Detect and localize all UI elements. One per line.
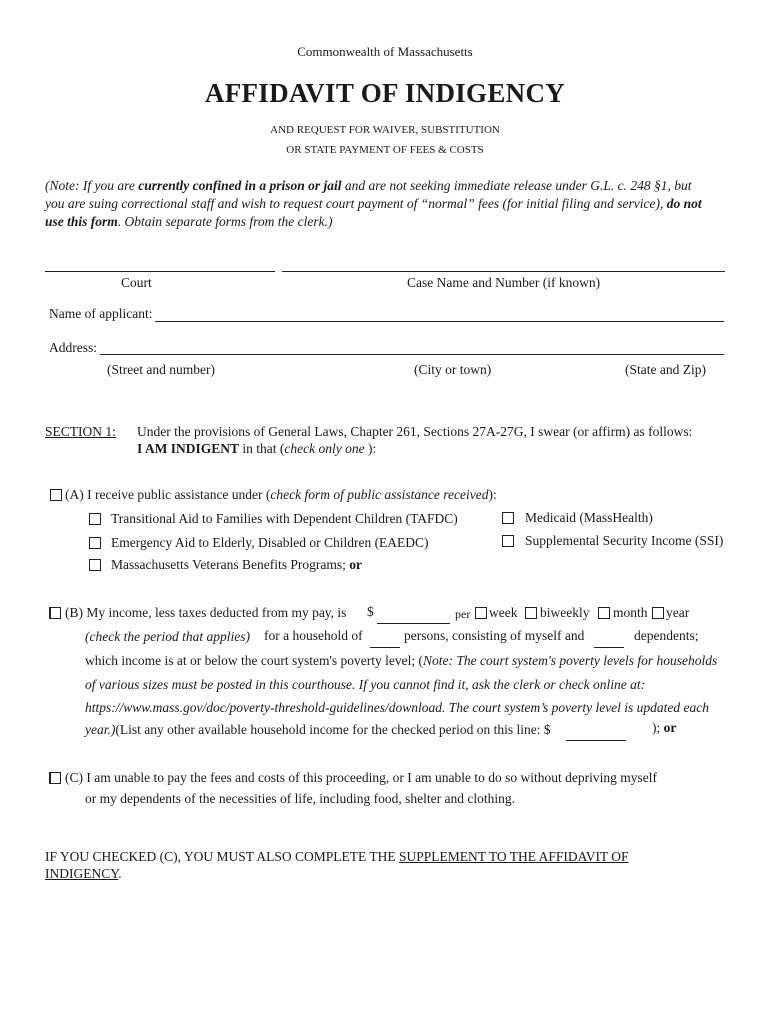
veterans-checkbox[interactable] (89, 559, 101, 571)
household-size-field[interactable] (370, 647, 400, 648)
note-text: . Obtain separate forms from the clerk.) (117, 214, 333, 229)
poverty-note: Note: The court system's poverty levels for households (422, 653, 718, 668)
note-emphasis: use this form (45, 214, 118, 229)
poverty-url-line: https://www.mass.gov/doc/poverty-threshold-guidelines/download. The court system’s poverty level is updated each (85, 700, 710, 715)
eaedc-label: Emergency Aid to Elderly, Disabled or Children (EAEDC) (111, 535, 429, 550)
other-income-end (652, 720, 676, 736)
note-text: and are not seeking immediate release under G.L. c. 248 §1, but (341, 178, 692, 193)
page-title: AFFIDAVIT OF INDIGENCY (204, 78, 566, 108)
poverty-line-text (85, 653, 717, 669)
indigent-text: in that ( (239, 441, 285, 456)
supplement-end: . (118, 866, 122, 881)
month-checkbox[interactable] (598, 607, 610, 619)
indigent-statement (137, 441, 376, 457)
option-b-or: or (663, 720, 677, 735)
medicaid-label: Medicaid (MassHealth) (525, 510, 653, 525)
indigent-italic: check only one (284, 441, 365, 456)
address-field[interactable] (100, 354, 724, 355)
section-1-text: Under the provisions of General Laws, Chapter 261, Sections 27A-27G, I swear (or affirm) as follows: (137, 424, 693, 439)
note-emphasis: currently confined in a prison or jail (138, 178, 342, 193)
option-c-line-2: or my dependents of the necessities of life, including food, shelter and clothing. (85, 791, 516, 806)
option-c-checkbox[interactable] (49, 772, 61, 784)
commonwealth-heading: Commonwealth of Massachusetts (297, 44, 473, 59)
option-a-checkbox[interactable] (50, 489, 62, 501)
eaedc-checkbox[interactable] (89, 537, 101, 549)
year-checkbox[interactable] (652, 607, 664, 619)
dependents-label: dependents; (634, 628, 699, 643)
indigent-bold: I AM INDIGENT (137, 441, 240, 456)
note-emphasis: do not (666, 196, 702, 211)
other-income-text: (List any other available household income for the checked period on this line: $ (115, 722, 551, 737)
month-label: month (613, 605, 648, 620)
case-name-field[interactable] (282, 271, 725, 272)
week-checkbox[interactable] (475, 607, 487, 619)
note-block (45, 177, 702, 231)
city-label: (City or town) (414, 362, 492, 377)
other-income-field[interactable] (566, 740, 626, 741)
address-label: Address: (49, 340, 97, 355)
option-a-text: (A) I receive public assistance under ( (65, 487, 271, 502)
household-label: for a household of (264, 628, 363, 643)
biweekly-checkbox[interactable] (525, 607, 537, 619)
note-text: (Note: If you are (45, 178, 139, 193)
veterans-label (111, 557, 362, 573)
option-b-lead: (B) My income, less taxes deducted from my pay, is (65, 605, 347, 620)
supplement-text: IF YOU CHECKED (C), YOU MUST ALSO COMPLETE THE (45, 849, 400, 864)
check-period-label: (check the period that applies) (85, 629, 250, 644)
income-amount-field[interactable] (377, 623, 450, 624)
other-income-italic: year.) (85, 722, 116, 737)
name-field[interactable] (155, 321, 724, 322)
name-label: Name of applicant: (49, 306, 153, 321)
per-label: per (455, 607, 471, 621)
ssi-checkbox[interactable] (502, 535, 514, 547)
option-c-line-1: (C) I am unable to pay the fees and costs of this proceeding, or I am unable to do so without depriving myself (65, 770, 657, 785)
option-a-italic: check form of public assistance received (270, 487, 489, 502)
tafdc-checkbox[interactable] (89, 513, 101, 525)
veterans-text: Massachusetts Veterans Benefits Programs; (111, 557, 350, 572)
court-label: Court (121, 275, 152, 290)
biweekly-label: biweekly (540, 605, 590, 620)
poverty-note-line-2: of various sizes must be posted in this courthouse. If you cannot find it, ask the clerk or check online at: (85, 677, 646, 692)
other-income-line (85, 722, 551, 738)
option-b-checkbox[interactable] (49, 607, 61, 619)
dollar-sign: $ (367, 604, 374, 619)
medicaid-checkbox[interactable] (502, 512, 514, 524)
tafdc-label: Transitional Aid to Families with Dependent Children (TAFDC) (111, 511, 458, 526)
supplement-link[interactable]: SUPPLEMENT TO THE AFFIDAVIT OF (399, 849, 629, 864)
poverty-text: which income is at or below the court system's poverty level; ( (85, 653, 423, 668)
week-label: week (489, 605, 518, 620)
supplement-instruction-line-2 (45, 866, 122, 882)
street-label: (Street and number) (107, 362, 215, 377)
subtitle-line-2: OR STATE PAYMENT OF FEES & COSTS (286, 144, 484, 156)
indigent-end: ): (364, 441, 377, 456)
subtitle-line-1: AND REQUEST FOR WAIVER, SUBSTITUTION (270, 124, 500, 136)
year-label: year (666, 605, 690, 620)
veterans-or: or (349, 557, 362, 572)
note-text: you are suing correctional staff and wish to request court payment of “normal” fees (for initial filing and service), (45, 196, 667, 211)
ssi-label: Supplemental Security Income (SSI) (525, 533, 724, 548)
court-field[interactable] (45, 271, 275, 272)
option-a-end: ): (488, 487, 497, 502)
supplement-instruction (45, 849, 629, 865)
other-income-close: ); (652, 720, 664, 735)
dependents-count-field[interactable] (594, 647, 624, 648)
case-label: Case Name and Number (if known) (407, 275, 601, 290)
supplement-link-2[interactable]: INDIGENCY (45, 866, 119, 881)
persons-label: persons, consisting of myself and (404, 628, 585, 643)
option-a-lead (65, 487, 497, 503)
state-label: (State and Zip) (625, 362, 706, 377)
section-1-heading: SECTION 1: (45, 424, 116, 439)
